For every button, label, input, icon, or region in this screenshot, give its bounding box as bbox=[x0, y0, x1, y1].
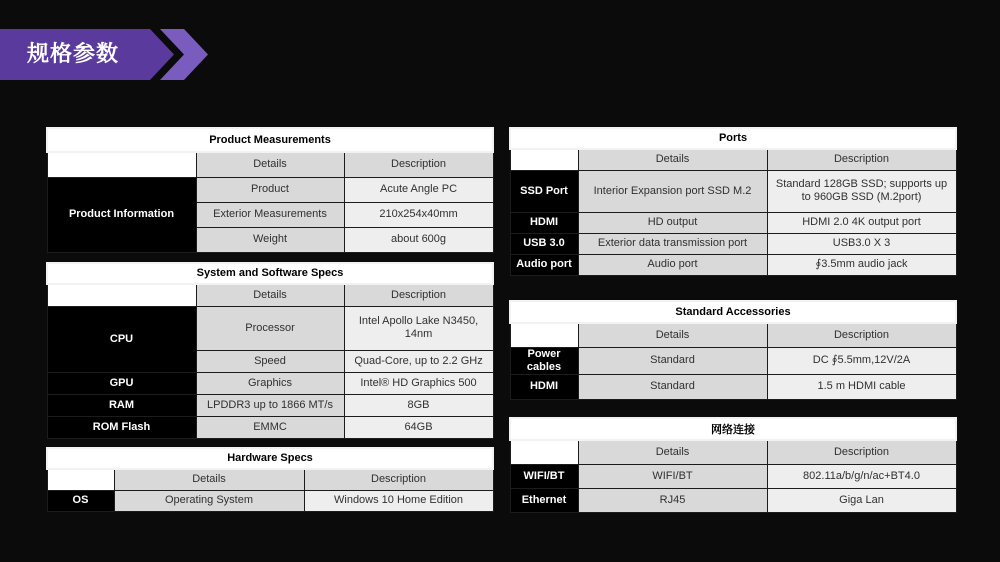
hardware-specs-table bbox=[46, 447, 494, 512]
row-label-ssd-port: SSD Port bbox=[510, 170, 578, 212]
row-label-os: OS bbox=[47, 490, 114, 511]
network-table bbox=[509, 417, 957, 513]
detail-cell: WIFI/BT bbox=[578, 464, 767, 488]
description-cell: about 600g bbox=[344, 227, 493, 252]
row-label-cpu: CPU bbox=[47, 306, 196, 372]
column-header-details: Details bbox=[196, 152, 344, 177]
row-label-rom-flash: ROM Flash bbox=[47, 416, 196, 438]
product-measurements-table bbox=[46, 127, 494, 253]
detail-cell: Interior Expansion port SSD M.2 bbox=[578, 170, 767, 212]
row-label-hdmi: HDMI bbox=[510, 212, 578, 233]
table-title: Product Measurements bbox=[47, 128, 493, 152]
detail-cell: Graphics bbox=[196, 372, 344, 394]
column-header-description: Description bbox=[767, 149, 956, 170]
row-label-product-information: Product Information bbox=[47, 177, 196, 252]
description-cell: Windows 10 Home Edition bbox=[304, 490, 493, 511]
header-blank-cell bbox=[47, 152, 196, 177]
detail-cell: LPDDR3 up to 1866 MT/s bbox=[196, 394, 344, 416]
column-header-details: Details bbox=[114, 469, 304, 490]
detail-cell: Standard bbox=[578, 374, 767, 399]
column-header-description: Description bbox=[767, 323, 956, 347]
description-cell: DC ∮5.5mm,12V/2A bbox=[767, 347, 956, 374]
column-header-description: Description bbox=[767, 440, 956, 464]
row-label-hdmi: HDMI bbox=[510, 374, 578, 399]
column-header-description: Description bbox=[344, 152, 493, 177]
table-title: System and Software Specs bbox=[47, 263, 493, 284]
detail-cell: Standard bbox=[578, 347, 767, 374]
row-label-gpu: GPU bbox=[47, 372, 196, 394]
column-header-description: Description bbox=[344, 284, 493, 306]
detail-cell: Speed bbox=[196, 350, 344, 372]
detail-cell: Audio port bbox=[578, 254, 767, 275]
page-title: 规格参数 bbox=[27, 42, 120, 67]
standard-accessories-table bbox=[509, 300, 957, 400]
description-cell: 1.5 m HDMI cable bbox=[767, 374, 956, 399]
row-label-usb: USB 3.0 bbox=[510, 233, 578, 254]
description-cell: 802.11a/b/g/n/ac+BT4.0 bbox=[767, 464, 956, 488]
description-cell: Intel Apollo Lake N3450, 14nm bbox=[344, 306, 493, 350]
detail-cell: Processor bbox=[196, 306, 344, 350]
detail-cell: Exterior Measurements bbox=[196, 202, 344, 227]
table-title: Ports bbox=[510, 128, 956, 149]
table-title: 网络连接 bbox=[510, 418, 956, 440]
row-label-power-cables: Power cables bbox=[510, 347, 578, 374]
row-label-audio-port: Audio port bbox=[510, 254, 578, 275]
description-cell: HDMI 2.0 4K output port bbox=[767, 212, 956, 233]
header-blank-cell bbox=[510, 323, 578, 347]
header-blank-cell bbox=[47, 469, 114, 490]
description-cell: Giga Lan bbox=[767, 488, 956, 512]
column-header-details: Details bbox=[578, 323, 767, 347]
detail-cell: Exterior data transmission port bbox=[578, 233, 767, 254]
description-cell: ∮3.5mm audio jack bbox=[767, 254, 956, 275]
description-cell: 8GB bbox=[344, 394, 493, 416]
header-blank-cell bbox=[510, 149, 578, 170]
description-cell: Intel® HD Graphics 500 bbox=[344, 372, 493, 394]
table-title: Standard Accessories bbox=[510, 301, 956, 323]
header-blank-cell bbox=[47, 284, 196, 306]
detail-cell: Operating System bbox=[114, 490, 304, 511]
detail-cell: EMMC bbox=[196, 416, 344, 438]
detail-cell: Weight bbox=[196, 227, 344, 252]
description-cell: Quad-Core, up to 2.2 GHz bbox=[344, 350, 493, 372]
description-cell: Standard 128GB SSD; supports up to 960GB SSD (M.2port) bbox=[767, 170, 956, 212]
row-label-wifi-bt: WIFI/BT bbox=[510, 464, 578, 488]
column-header-details: Details bbox=[196, 284, 344, 306]
description-cell: 64GB bbox=[344, 416, 493, 438]
row-label-ethernet: Ethernet bbox=[510, 488, 578, 512]
table-title: Hardware Specs bbox=[47, 448, 493, 469]
description-cell: 210x254x40mm bbox=[344, 202, 493, 227]
column-header-details: Details bbox=[578, 149, 767, 170]
system-software-specs-table bbox=[46, 262, 494, 439]
description-cell: USB3.0 X 3 bbox=[767, 233, 956, 254]
ports-table bbox=[509, 127, 957, 276]
column-header-description: Description bbox=[304, 469, 493, 490]
description-cell: Acute Angle PC bbox=[344, 177, 493, 202]
detail-cell: HD output bbox=[578, 212, 767, 233]
header-blank-cell bbox=[510, 440, 578, 464]
detail-cell: Product bbox=[196, 177, 344, 202]
column-header-details: Details bbox=[578, 440, 767, 464]
detail-cell: RJ45 bbox=[578, 488, 767, 512]
section-header-banner bbox=[0, 29, 210, 80]
row-label-ram: RAM bbox=[47, 394, 196, 416]
